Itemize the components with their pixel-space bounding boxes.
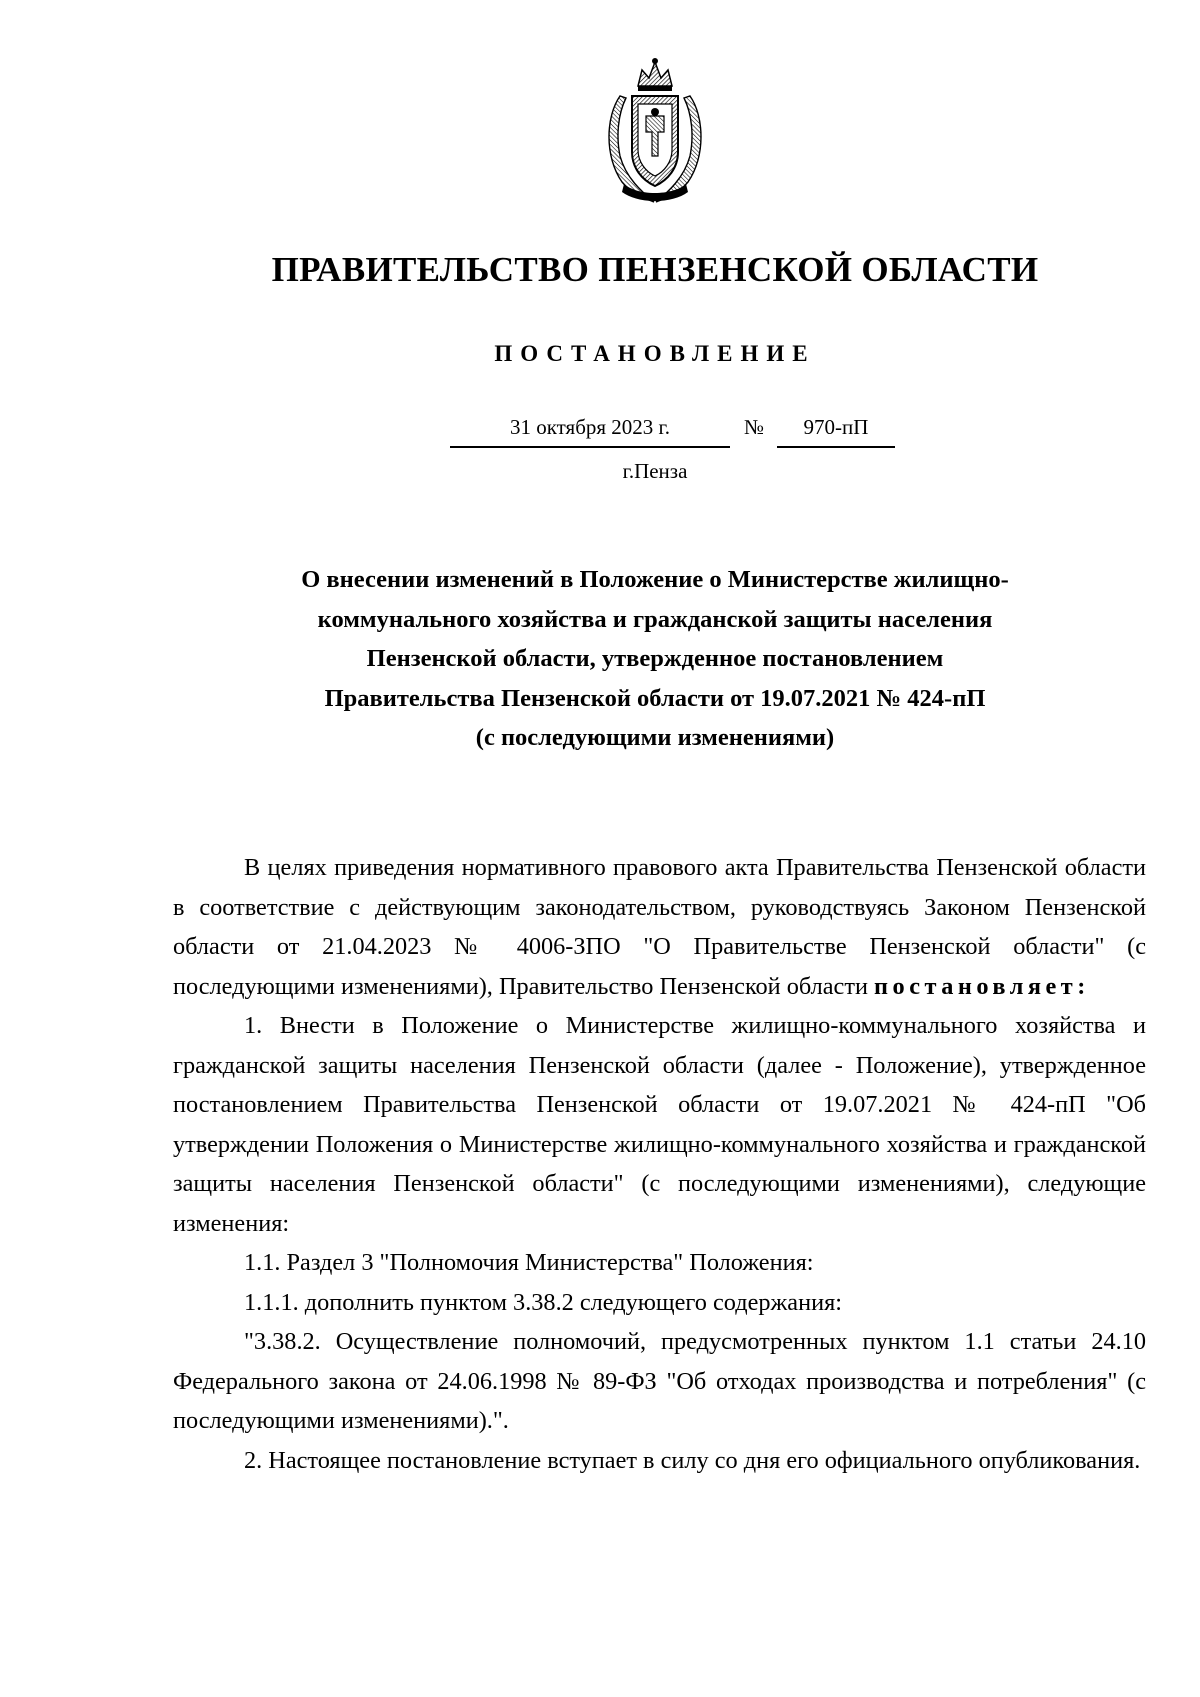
document-body [173, 848, 1146, 1480]
paragraph-1-1-1: 1.1.1. дополнить пунктом 3.38.2 следующего содержания: [244, 1288, 843, 1316]
paragraph-1: 1. Внести в Положение о Министерстве жилищно-коммунального хозяйства и гражданской защиты населения Пензенской области (далее - Положение), утвержденное постановлением Правительства Пензенской области от 19.07.2021 № 424-пП "Об утверждении Положения о Министерстве жилищно-коммунального хозяйства и гражданской защиты населения Пензенской области" (с последующими изменениями), следующие изменения: [173, 1012, 1146, 1237]
preamble-text: В целях приведения нормативного правового акта Правительства Пензенской области в соответствие с действующим законодательством, руководствуясь Законом Пензенской области от 21.04.2023 № 4006-ЗПО "О Правительстве Пензенской области" (с последующими изменениями), Правительство Пензенской области [173, 854, 1146, 1000]
subject-line: Пензенской области, утвержденное постановлением [366, 645, 944, 672]
subject-line: коммунального хозяйства и гражданской защиты населения [317, 605, 993, 633]
paragraph-2: 2. Настоящее постановление вступает в силу со дня его официального опубликования. [244, 1446, 1141, 1474]
paragraph-1-1: 1.1. Раздел 3 "Полномочия Министерства" Положения: [244, 1249, 814, 1276]
subject-line: Правительства Пензенской области от 19.07.2021 № 424-пП [324, 684, 986, 712]
subject-line: (с последующими изменениями) [475, 724, 835, 751]
coat-of-arms-icon [602, 56, 708, 206]
government-name: ПРАВИТЕЛЬСТВО ПЕНЗЕНСКОЙ ОБЛАСТИ [271, 250, 1039, 289]
quoted-amendment: "3.38.2. Осуществление полномочий, предусмотренных пунктом 1.1 статьи 24.10 Федерального закона от 24.06.1998 № 89-ФЗ "Об отходах производства и потребления" (с последующими изменениями).". [173, 1328, 1146, 1434]
document-date: 31 октября 2023 г. [450, 412, 730, 448]
document-number: 970-пП [777, 412, 895, 448]
city-name: г.Пенза [622, 459, 688, 483]
document-subject [200, 560, 1110, 758]
number-sign: № [744, 415, 765, 439]
document-type: ПОСТАНОВЛЕНИЕ [494, 341, 816, 366]
subject-line: О внесении изменений в Положение о Министерстве жилищно- [301, 566, 1009, 593]
preamble-paragraph [173, 848, 1146, 1006]
resolves-word: постановляет: [874, 972, 1090, 1000]
